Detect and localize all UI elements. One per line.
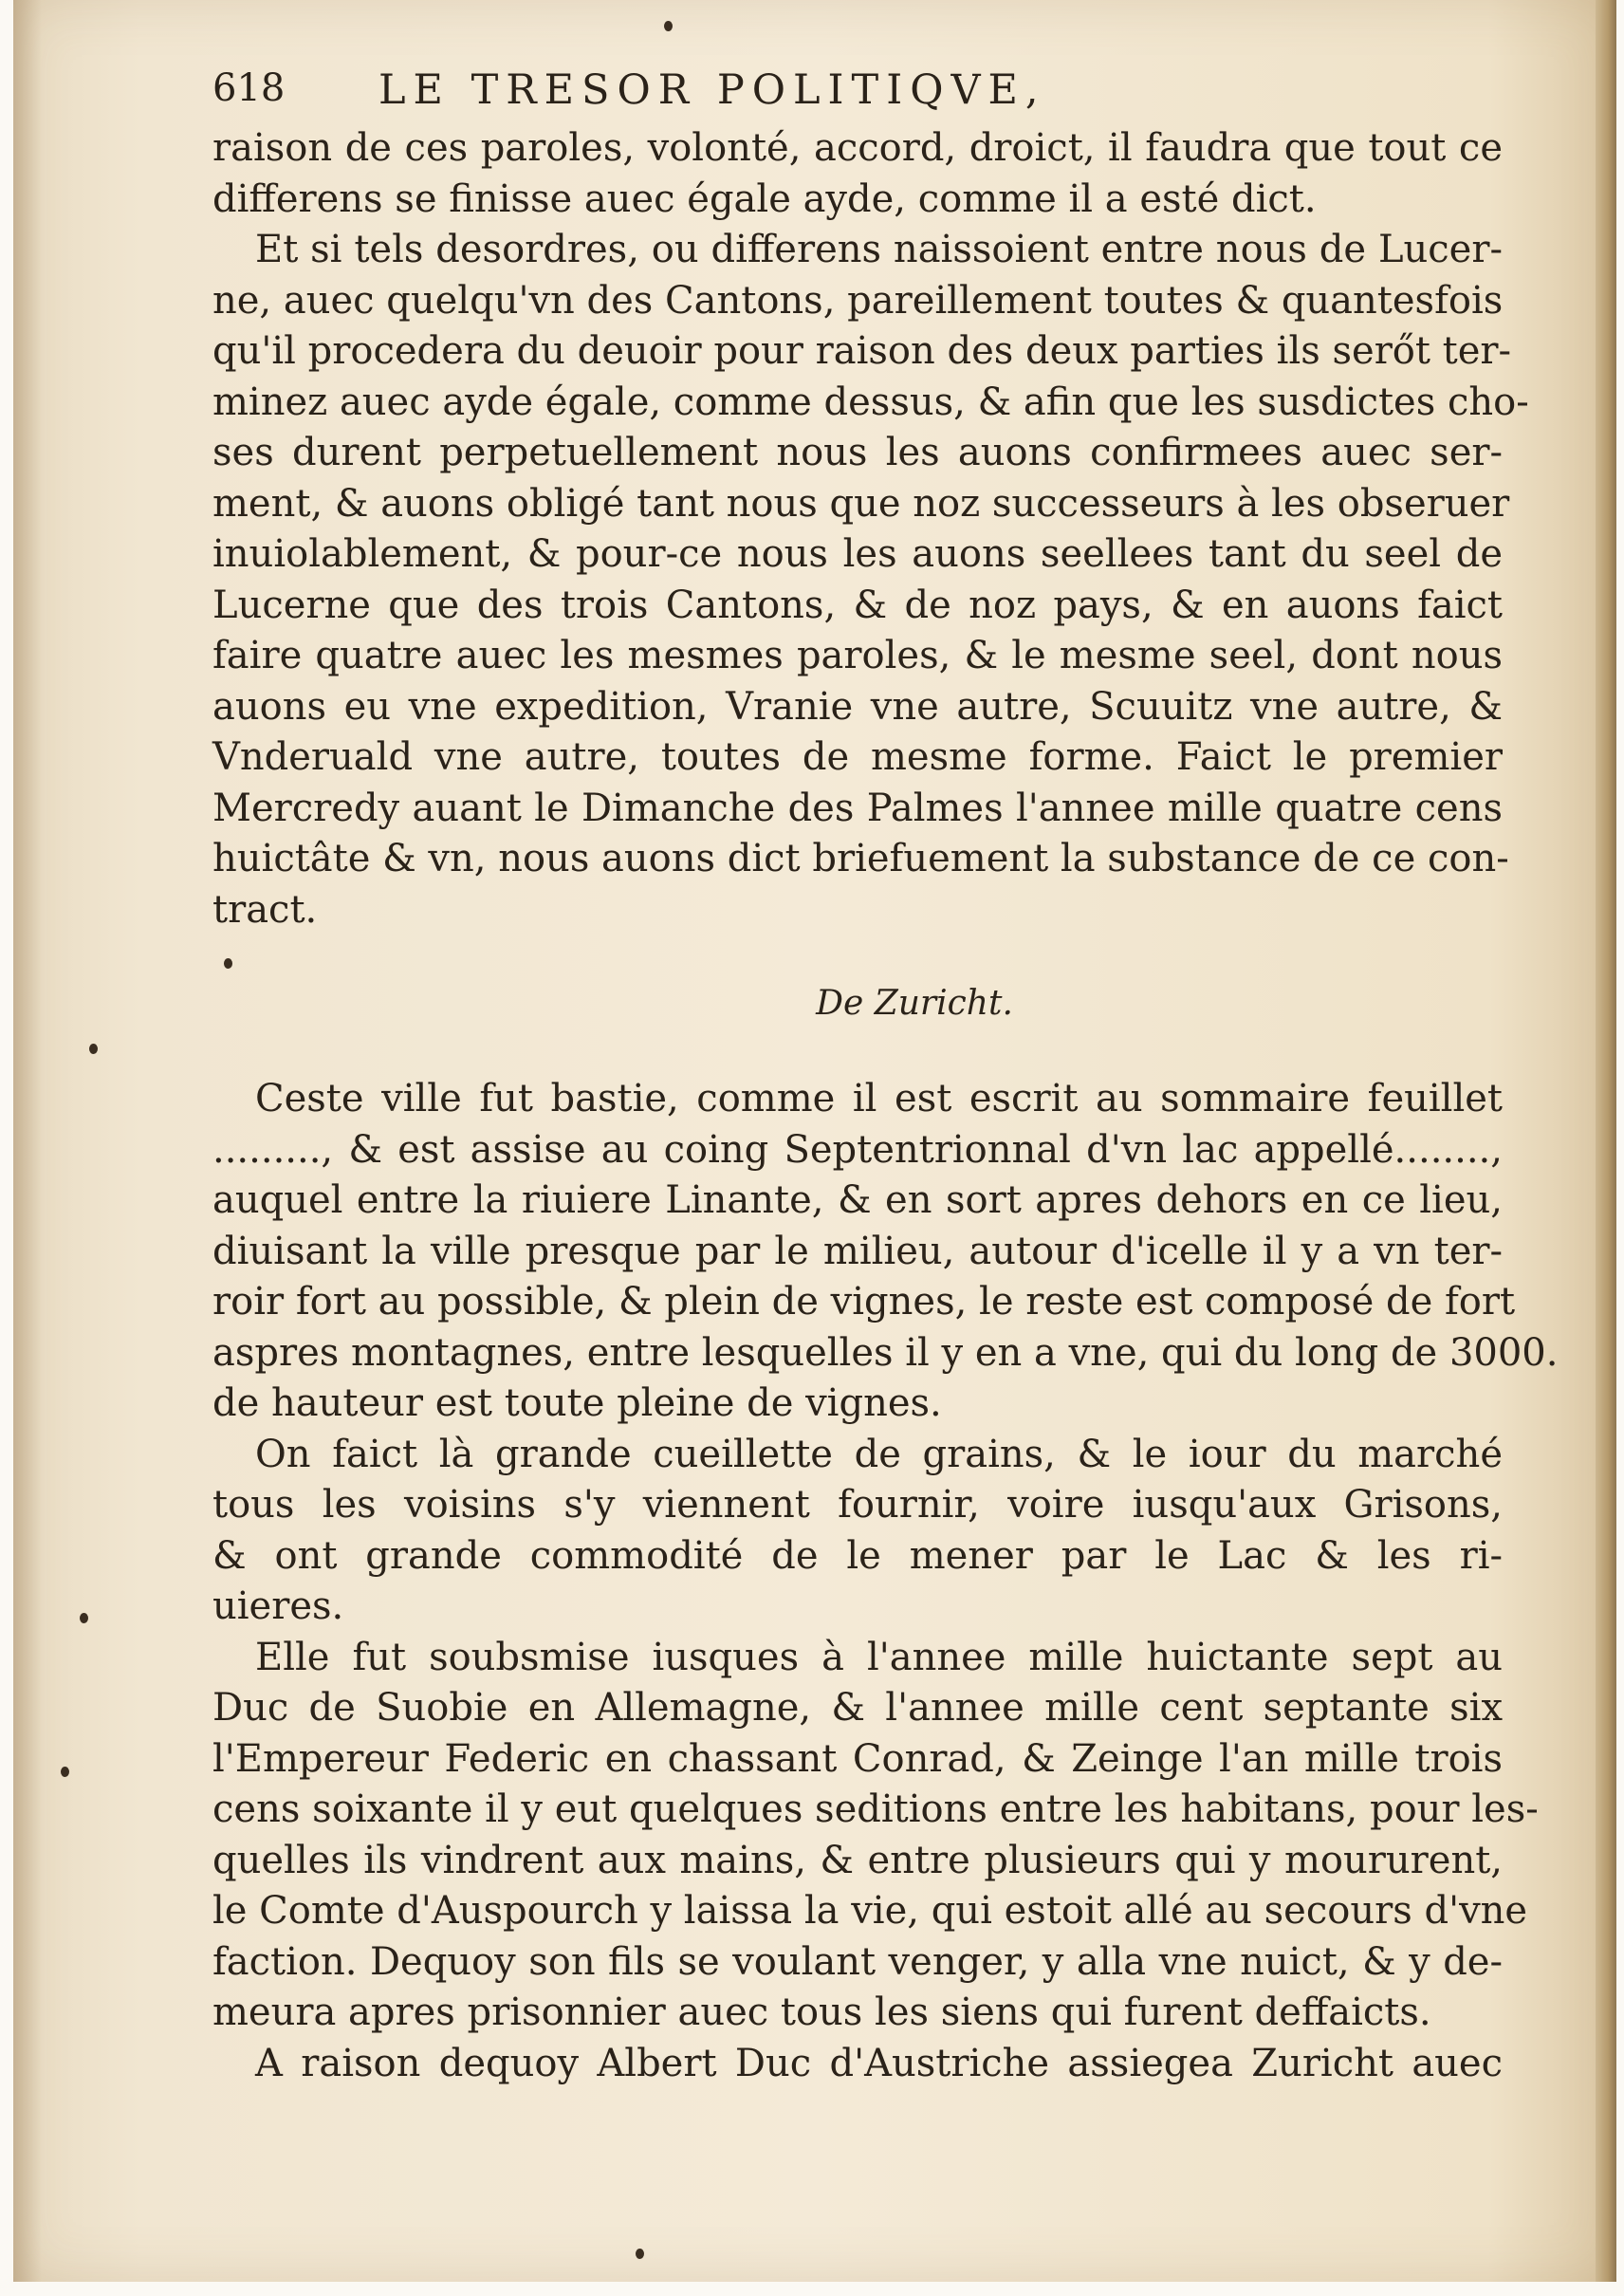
- text-line: roir fort au possible, & plein de vignes, le reste est composé de fort: [212, 1280, 1516, 1324]
- text-line: Lucerne que des trois Cantons, & de noz pays, & en auons faict: [212, 583, 1503, 627]
- text-line: auons eu vne expedition, Vranie vne autre, Scuuitz vne autre, &: [212, 684, 1503, 729]
- text-line: de hauteur est toute pleine de vignes.: [212, 1381, 942, 1425]
- section-zuricht: [212, 1074, 1559, 2089]
- text-line: & ont grande commodité de le mener par le Lac & les ri-: [212, 1533, 1503, 1578]
- text-line: faction. Dequoy son fils se voulant venger, y alla vne nuict, & y de-: [212, 1939, 1503, 1984]
- ink-speck: [61, 1767, 69, 1777]
- page-content: [212, 57, 1559, 2089]
- text-line: diuisant la ville presque par le milieu, autour d'icelle il y a vn ter-: [212, 1229, 1503, 1273]
- text-line: qu'il procedera du deuoir pour raison des deux parties ils serőt ter-: [212, 329, 1512, 373]
- ink-speck: [636, 2249, 644, 2259]
- text-line: cens soixante il y eut quelques seditions entre les habitans, pour les-: [212, 1787, 1539, 1831]
- paragraph-closing-contract: [212, 123, 1529, 935]
- text-line: l'Empereur Federic en chassant Conrad, & Zeinge l'an mille trois: [212, 1736, 1503, 1781]
- text-line: ne, auec quelqu'vn des Cantons, pareillement toutes & quantesfois: [212, 278, 1504, 323]
- text-line: minez auec ayde égale, comme dessus, & afin que les susdictes cho-: [212, 380, 1529, 424]
- running-title: LE TRESOR POLITIQVE,: [378, 66, 1046, 114]
- text-line: Elle fut soubsmise iusques à l'annee mille huictante sept au: [255, 1635, 1503, 1679]
- page-spine-shadow: [13, 0, 42, 2282]
- text-line: raison de ces paroles, volonté, accord, droict, il faudra que tout ce: [212, 126, 1503, 170]
- text-line: Ceste ville fut bastie, comme il est escrit au sommaire feuillet: [255, 1077, 1503, 1120]
- text-line: Vnderuald vne autre, toutes de mesme forme. Faict le premier: [212, 735, 1503, 779]
- text-line: tous les voisins s'y viennent fournir, voire iusqu'aux Grisons,: [212, 1483, 1503, 1527]
- page-number: 618: [212, 66, 286, 110]
- ink-speck: [80, 1613, 88, 1623]
- text-line: ment, & auons obligé tant nous que noz successeurs à les obseruer: [212, 481, 1510, 526]
- book-page: [13, 0, 1616, 2282]
- ink-speck: [89, 1044, 98, 1054]
- page-edge: [1596, 0, 1616, 2282]
- ink-speck: [664, 21, 673, 31]
- text-line: inuiolablement, & pour-ce nous les auons seellees tant du seel de: [212, 532, 1503, 576]
- text-line: meura apres prisonnier auec tous les siens qui furent deffaicts.: [212, 1990, 1431, 2034]
- text-line: uieres.: [212, 1584, 344, 1628]
- text-line: Mercredy auant le Dimanche des Palmes l'annee mille quatre cens: [212, 786, 1503, 830]
- text-line: faire quatre auec les mesmes paroles, & le mesme seel, dont nous: [212, 634, 1503, 677]
- text-line: On faict là grande cueillette de grains, & le iour du marché: [255, 1432, 1503, 1476]
- text-line: ses durent perpetuellement nous les auons confirmees auec ser-: [212, 431, 1503, 474]
- page-header: [212, 57, 1503, 123]
- text-line: Et si tels desordres, ou differens naissoient entre nous de Lucer-: [255, 228, 1503, 271]
- text-line: Duc de Suobie en Allemagne, & l'annee mille cent septante six: [212, 1686, 1503, 1730]
- text-line: tract.: [212, 887, 318, 932]
- text-line: ........., & est assise au coing Septentrionnal d'vn lac appellé........,: [212, 1127, 1503, 1172]
- text-line: differens se finisse auec égale ayde, comme il a esté dict.: [212, 176, 1317, 221]
- text-line: quelles ils vindrent aux mains, & entre plusieurs qui y moururent,: [212, 1838, 1503, 1882]
- text-line: auquel entre la riuiere Linante, & en sort apres dehors en ce lieu,: [212, 1178, 1503, 1222]
- text-line: huictâte & vn, nous auons dict briefuement la substance de ce con-: [212, 837, 1509, 880]
- section-heading: De Zuricht.: [816, 984, 1013, 1023]
- text-line: le Comte d'Auspourch y laissa la vie, qui estoit allé au secours d'vne: [212, 1889, 1528, 1933]
- text-line: A raison dequoy Albert Duc d'Austriche assiegea Zuricht auec: [255, 2041, 1503, 2085]
- text-line: aspres montagnes, entre lesquelles il y en a vne, qui du long de 3000.: [212, 1330, 1559, 1375]
